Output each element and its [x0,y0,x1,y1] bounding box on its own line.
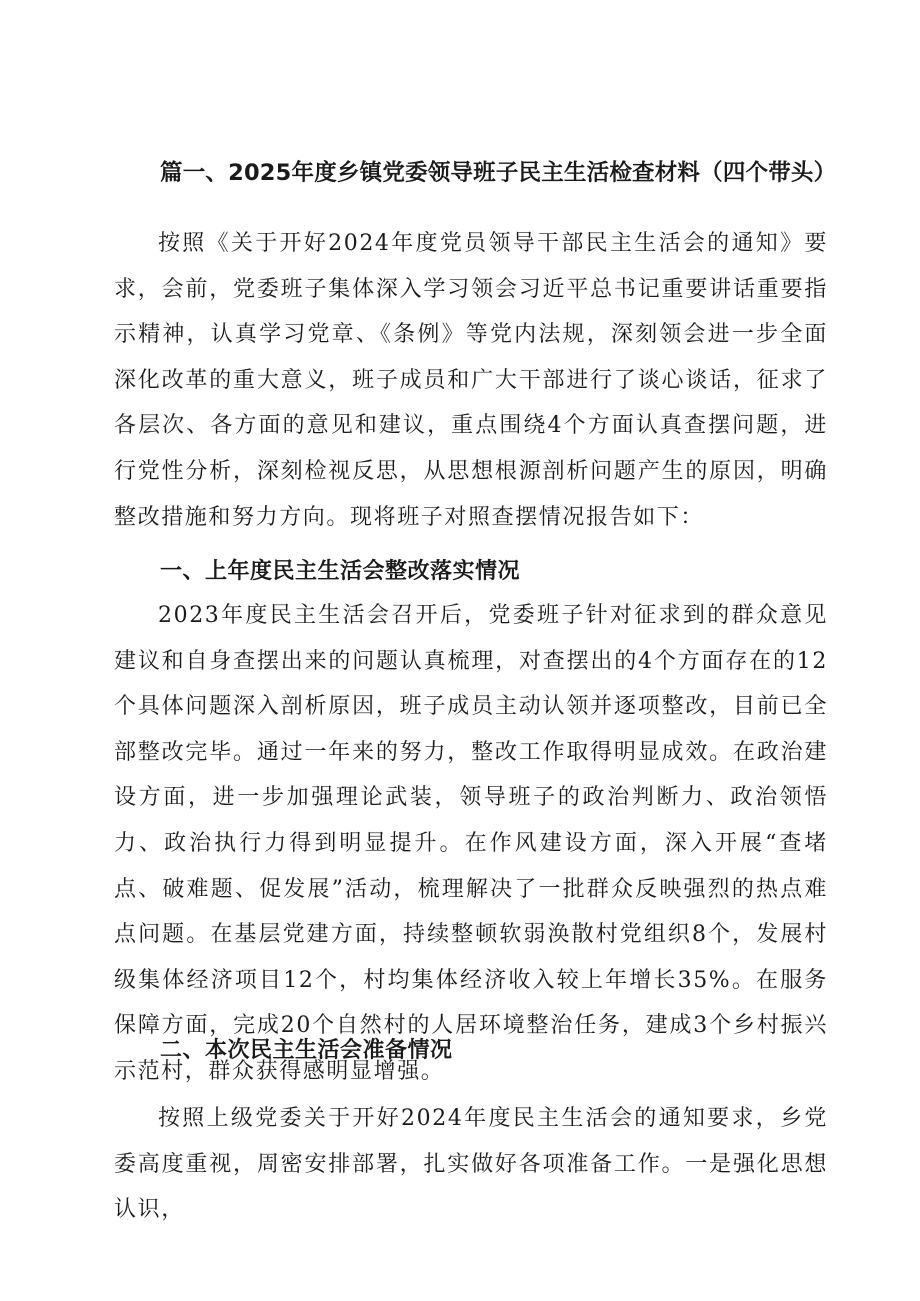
section-heading-preparation: 二、本次民主生活会准备情况 [160,1038,453,1063]
paragraph-rectification: 2023年度民主生活会召开后，党委班子针对征求到的群众意见建议和自身查摆出来的问题认真梳理，对查摆出的4个方面存在的12个具体问题深入剖析原因，班子成员主动认领并逐项整改，目前已全部整改完毕。通过一年来的努力，整改工作取得明显成效。在政治建设方面，进一步加强理论武装，领导班子的政治判断力、政治领悟力、政治执行力得到明显提升。在作风建设方面，深入开展“查堵点、破难题、促发展”活动，梳理解决了一批群众反映强烈的热点难点问题。在基层党建方面，持续整顿软弱涣散村党组织8个，发展村级集体经济项目12个，村均集体经济收入较上年增长35%。在服务保障方面，完成20个自然村的人居环境整治任务，建成3个乡村振兴示范村，群众获得感明显增强。 [114,603,828,1084]
paragraph-intro: 按照《关于开好2024年度党员领导干部民主生活会的通知》要求，会前，党委班子集体深入学习领会习近平总书记重要讲话重要指示精神，认真学习党章、《条例》等党内法规，深刻领会进一步全面深化改革的重大意义，班子成员和广大干部进行了谈心谈话，征求了各层次、各方面的意见和建议，重点围绕4个方面认真查摆问题，进行党性分析，深刻检视反思，从思想根源剖析问题产生的原因，明确整改措施和努力方向。现将班子对照查摆情况报告如下： [114,231,828,530]
section-heading-rectification: 一、上年度民主生活会整改落实情况 [160,559,521,584]
document-title: 篇一、2025年度乡镇党委领导班子民主生活检查材料（四个带头） [160,160,837,186]
paragraph-preparation: 按照上级党委关于开好2024年度民主生活会的通知要求，乡党委高度重视，周密安排部署，扎实做好各项准备工作。一是强化思想认识， [114,1106,828,1223]
